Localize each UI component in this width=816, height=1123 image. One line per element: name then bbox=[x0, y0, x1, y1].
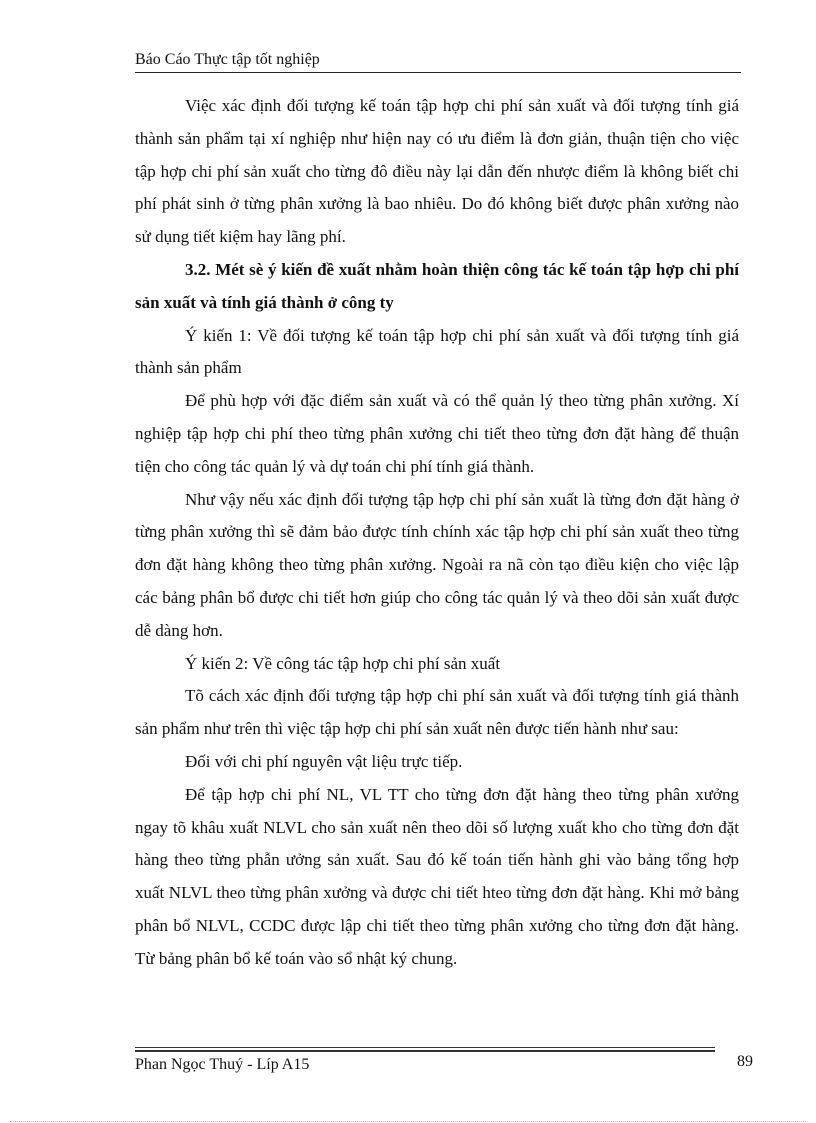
paragraph: Để tập hợp chi phí NL, VL TT cho từng đơn đặt hàng theo từng phân xưởng ngay tõ khâu xuất NLVL cho sản xuất nên theo dõi số lượng xuất kho cho từng đơn đặt hàng theo từng phẫn ưởng sản xuất. Sau đó kế toán tiến hành ghi vào bảng tổng hợp xuất NLVL theo từng phân xưởng và được chi tiết hteo từng đơn đặt hàng. Khi mở bảng phân bổ NLVL, CCDC được lập chi tiết theo từng phân xưởng cho từng đơn đặt hàng. Từ bảng phân bổ kế toán vào sổ nhật ký chung. bbox=[135, 784, 739, 968]
page-number: 89 bbox=[737, 1053, 753, 1070]
header-divider bbox=[135, 72, 741, 73]
paragraph: Ý kiến 1: Về đối tượng kế toán tập hợp chi phí sản xuất và đối tượng tính giá thành sản phẩm bbox=[135, 325, 739, 378]
paragraph: Để phù hợp với đặc điểm sản xuất và có thể quản lý theo từng phân xưởng. Xí nghiệp tập hợp chi phí theo từng phân xưởng chi tiết theo từng đơn đặt hàng để thuận tiện cho công tác quản lý và dự toán chi phí tính giá thành. bbox=[135, 391, 739, 476]
paragraph: Tõ cách xác định đối tượng tập hợp chi phí sản xuất và đối tượng tính giá thành sản phẩm như trên thì việc tập hợp chi phí sản xuất nên được tiến hành như sau: bbox=[135, 686, 739, 739]
paragraph: Đối với chi phí nguyên vật liệu trực tiếp. bbox=[185, 751, 463, 771]
paragraph: Ý kiến 2: Về công tác tập hợp chi phí sản xuất bbox=[185, 653, 501, 673]
paragraph: Như vậy nếu xác định đối tượng tập hợp chi phí sản xuất là từng đơn đặt hàng ở từng phân xưởng thì sẽ đảm bảo được tính chính xác tập hợp chi phí sản xuất theo từng đơn đặt hàng không theo từng phân xưởng. Ngoài ra nã còn tạo điều kiện cho việc lập các bảng phân bổ được chi tiết hơn giúp cho công tác quản lý và theo dõi sản xuất được dễ dàng hơn. bbox=[135, 489, 739, 640]
page-header: Báo Cáo Thực tập tốt nghiệp bbox=[135, 51, 320, 68]
footer-divider bbox=[135, 1047, 715, 1048]
page-edge bbox=[10, 1121, 806, 1122]
section-heading: 3.2. Mét sè ý kiến đề xuất nhằm hoàn thiện công tác kế toán tập hợp chi phí sản xuất và tính giá thành ở công ty bbox=[135, 259, 739, 312]
document-body bbox=[135, 90, 739, 976]
footer-author: Phan Ngọc Thuý - Líp A15 bbox=[135, 1056, 310, 1073]
paragraph: Việc xác định đối tượng kế toán tập hợp chi phí sản xuất và đối tượng tính giá thành sản phẩm tại xí nghiệp như hiện nay có ưu điểm là đơn giản, thuận tiện cho việc tập hợp chi phí sản xuất cho từng đô điều này lại dẫn đến nhược điểm là không biết chi phí phát sinh ở từng phân xưởng là bao nhiêu. Do đó không biết được phân xưởng nào sử dụng tiết kiệm hay lãng phí. bbox=[135, 96, 739, 247]
footer-divider-thick bbox=[135, 1050, 715, 1052]
